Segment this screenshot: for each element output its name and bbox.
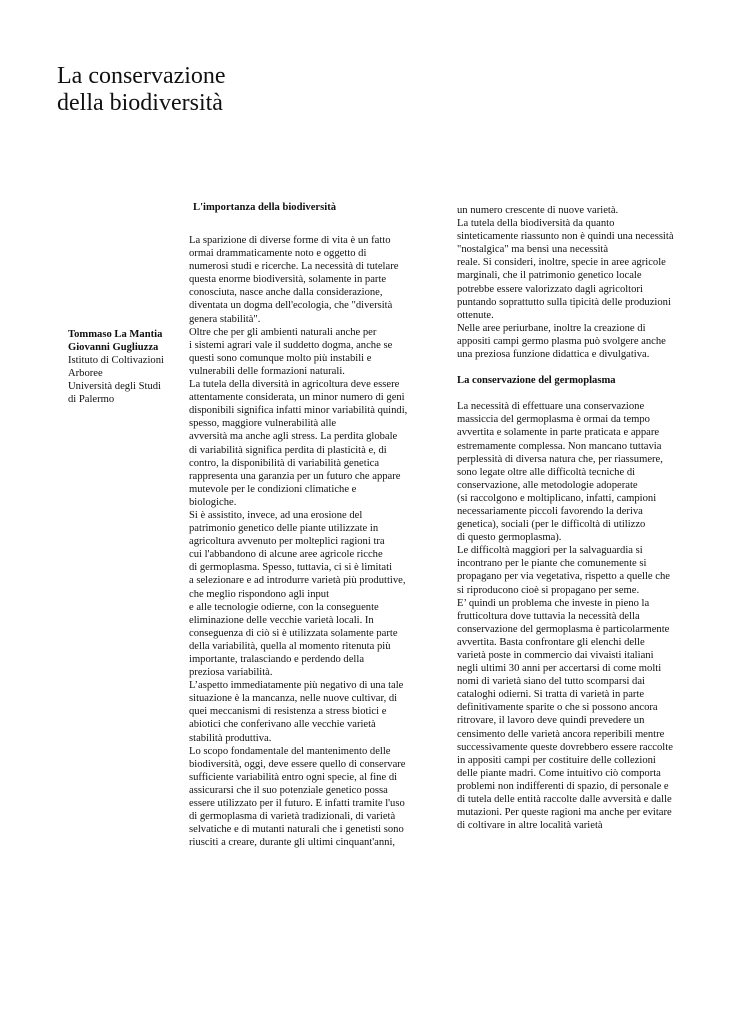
text-line: incontrano per le piante che comunemente si [457,558,647,570]
text-line: abiotici che conferivano alle vecchie varietà [189,719,376,731]
text-line: spesso, maggiore vulnerabilità alle [189,418,337,430]
title-line: La conservazione [57,63,226,89]
text-line: riusciti a creare, durante gli ultimi cinquant'anni, [189,837,396,849]
text-line: Le difficoltà maggiori per la salvaguardia si [457,545,643,557]
text-line: stabilità produttiva. [189,732,272,744]
text-line: La necessità di effettuare una conservazione [457,401,645,413]
text-line: avversità ma anche agli stress. La perdita globale [189,431,398,443]
text-line: cui l'abbandono di alcune aree agricole ricche [189,549,383,561]
section-heading-germplasm: La conservazione del germoplasma [457,375,616,387]
text-line: Nelle aree periurbane, inoltre la creazione di [457,322,646,334]
text-line: problemi non indifferenti di spazio, di personale e [457,780,669,792]
text-line: numerosi studi e ricerche. La necessità di tutelare [189,261,399,273]
affiliation-line: Istituto di Coltivazioni [68,355,164,367]
author-name: Giovanni Gugliuzza [68,342,159,354]
text-line: vulnerabili delle formazioni naturali. [189,365,345,377]
text-line: sono legate oltre alle difficoltà tecniche di [457,466,636,478]
text-line: ritrovare, il lavoro deve quindi prevedere un [457,715,645,727]
text-line: "nostalgica" ma bensì una necessità [457,244,609,256]
text-line: di coltivare in altre località varietà [457,820,603,832]
text-line: una preziosa funzione didattica e divulgativa. [457,349,650,361]
text-line: E’ quindi un problema che investe in pieno la [457,597,650,609]
text-line: (si raccolgono e moltiplicano, infatti, campioni [457,492,657,504]
spacer [457,361,707,374]
text-line: biologiche. [189,496,237,508]
text-line: contro, la disponibilità di variabilità genetica [189,457,380,469]
text-line: ottenute. [457,309,494,321]
author-name: Tommaso La Mantia [68,329,163,340]
text-line: si riproducono cioè si propagano per seme. [457,584,640,596]
text-line: marginali, che il patrimonio genetico locale [457,270,642,282]
text-line: negli ultimi 30 anni per accertarsi di come molti [457,663,662,675]
text-line: i sistemi agrari vale il suddetto dogma, anche se [189,339,393,351]
text-line: successivamente queste dovrebbero essere raccolte [457,741,673,753]
text-line: genetica), sociali (per le difficoltà di utilizzo [457,519,646,531]
text-line: a selezionare e ad introdurre varietà più produttive, [189,575,406,587]
text-line: preziosa variabilità. [189,667,273,679]
germplasm-text [457,400,707,832]
text-line: questa enorme biodiversità, solamente in parte [189,274,387,286]
continued-text [457,204,707,361]
text-line: assicurarsi che il suo potenziale genetico possa [189,784,388,796]
text-line: potrebbe essere valorizzato dagli agricoltori [457,283,643,295]
text-line: L’aspetto immediatamente più negativo di una tale [189,680,404,692]
text-line: cataloghi odierni. Si tratta di varietà in parte [457,689,645,701]
text-line: perplessità di diversa natura che, per riassumere, [457,453,663,465]
text-line: e alle tecnologie odierne, con la conseguente [189,601,379,613]
text-line: avvertita. Basta confrontare gli elenchi delle [457,636,645,648]
text-line: censimento delle varietà ancora reperibili mentre [457,728,665,740]
text-line: delle piante madri. Come intuitivo ciò comporta [457,767,661,779]
text-line: essere utilizzato per il futuro. E infatti tramite l'uso [189,798,405,810]
article-title [57,63,226,117]
text-line: quei meccanismi di resistenza a stress biotici e [189,706,387,718]
affiliation-line: di Palermo [68,394,115,406]
text-line: puntando soprattutto sulla tipicità delle produzioni [457,296,671,308]
text-line: Lo scopo fondamentale del mantenimento delle [189,745,391,757]
text-line: estremamente complessa. Non mancano tuttavia [457,440,662,452]
text-line: conosciuta, nasce anche dalla considerazione, [189,287,383,299]
text-line: un numero crescente di nuove varietà. [457,205,619,216]
text-line: La tutela della diversità in agricoltura deve essere [189,379,400,391]
text-line: Si è assistito, invece, ad una erosione del [189,509,363,521]
text-line: appositi campi germo plasma può svolgere anche [457,335,666,347]
text-line: in appositi campi per costituire delle collezioni [457,754,656,766]
text-line: massiccia del germoplasma è ormai da tempo [457,414,650,426]
affiliation-line: Università degli Studi [68,381,161,393]
text-line: avvertita e solamente in parte praticata e appare [457,427,660,439]
text-column-left [189,234,439,849]
text-line: ormai drammaticamente noto e oggetto di [189,248,367,260]
text-line: situazione è la mancanza, nelle nuove cultivar, di [189,693,398,705]
text-line: conseguenza di ciò si è utilizzata solamente parte [189,627,398,639]
text-line: attentamente considerata, un minor numero di geni [189,392,405,404]
text-line: reale. Si consideri, inoltre, specie in aree agricole [457,257,666,269]
text-line: patrimonio genetico delle piante utilizzate in [189,523,379,535]
text-line: agricoltura avvenuto per molteplici ragioni tra [189,536,385,548]
text-line: definitivamente sparite o che si possono ancora [457,702,658,714]
text-line: La tutela della biodiversità da quanto [457,218,615,230]
text-line: di germoplasma. Spesso, tuttavia, ci si è limitati [189,562,393,574]
text-line: La sparizione di diverse forme di vita è un fatto [189,235,391,246]
text-line: selvatiche e di mutanti naturali che i genetisti sono [189,824,404,836]
text-line: sufficiente variabilità entro ogni specie, al fine di [189,771,398,783]
text-line: conservazione, alle metodologie adoperate [457,479,638,491]
text-line: genera stabilità". [189,313,261,325]
text-line: questi sono comunque molto più instabili e [189,352,372,364]
text-line: sinteticamente riassunto non è quindi una necessità [457,231,674,243]
text-line: biodiversità, oggi, deve essere quello di conservare [189,758,406,770]
text-line: Oltre che per gli ambienti naturali anche per [189,326,377,338]
text-line: rappresenta una garanzia per un futuro che appare [189,470,401,482]
text-line: di questo germoplasma). [457,532,562,544]
text-line: disponibili significa infatti minor variabilità quindi, [189,405,408,417]
text-line: diventata un dogma dell'ecologia, che "diversità [189,300,393,312]
text-line: frutticoltura dove tuttavia la necessità della [457,610,640,622]
text-line: mutevole per le condizioni climatiche e [189,483,357,495]
text-line: di variabilità significa perdita di plasticità e, di [189,444,387,456]
text-line: mutazioni. Per queste ragioni ma anche per evitare [457,807,672,819]
text-line: propagano per via vegetativa, rispetto a quelle che [457,571,670,583]
text-line: della variabilità, quella al momento ritenuta più [189,640,391,652]
text-line: necessariamente piccoli favorendo la deriva [457,505,643,517]
text-column-right [457,204,707,832]
text-line: importante, tralasciando e perdendo della [189,654,365,665]
author-block [68,328,180,407]
text-line: di germoplasma di varietà tradizionali, di varietà [189,811,396,823]
text-line: varietà poste in commercio dai vivaisti italiani [457,650,654,661]
text-line: che meglio rispondono agli input [189,588,330,600]
spacer [457,387,707,400]
text-line: di tutela delle entità raccolte dalle avversità e dalle [457,794,672,806]
text-line: conservazione del germoplasma è particolarmente [457,623,670,635]
affiliation-line: Arboree [68,368,103,380]
text-line: eliminazione delle vecchie varietà locali. In [189,614,374,626]
title-line: della biodiversità [57,90,223,116]
section-heading-importance: L'importanza della biodiversità [193,202,337,213]
text-line: nomi di varietà siano del tutto scomparsi dai [457,676,645,688]
